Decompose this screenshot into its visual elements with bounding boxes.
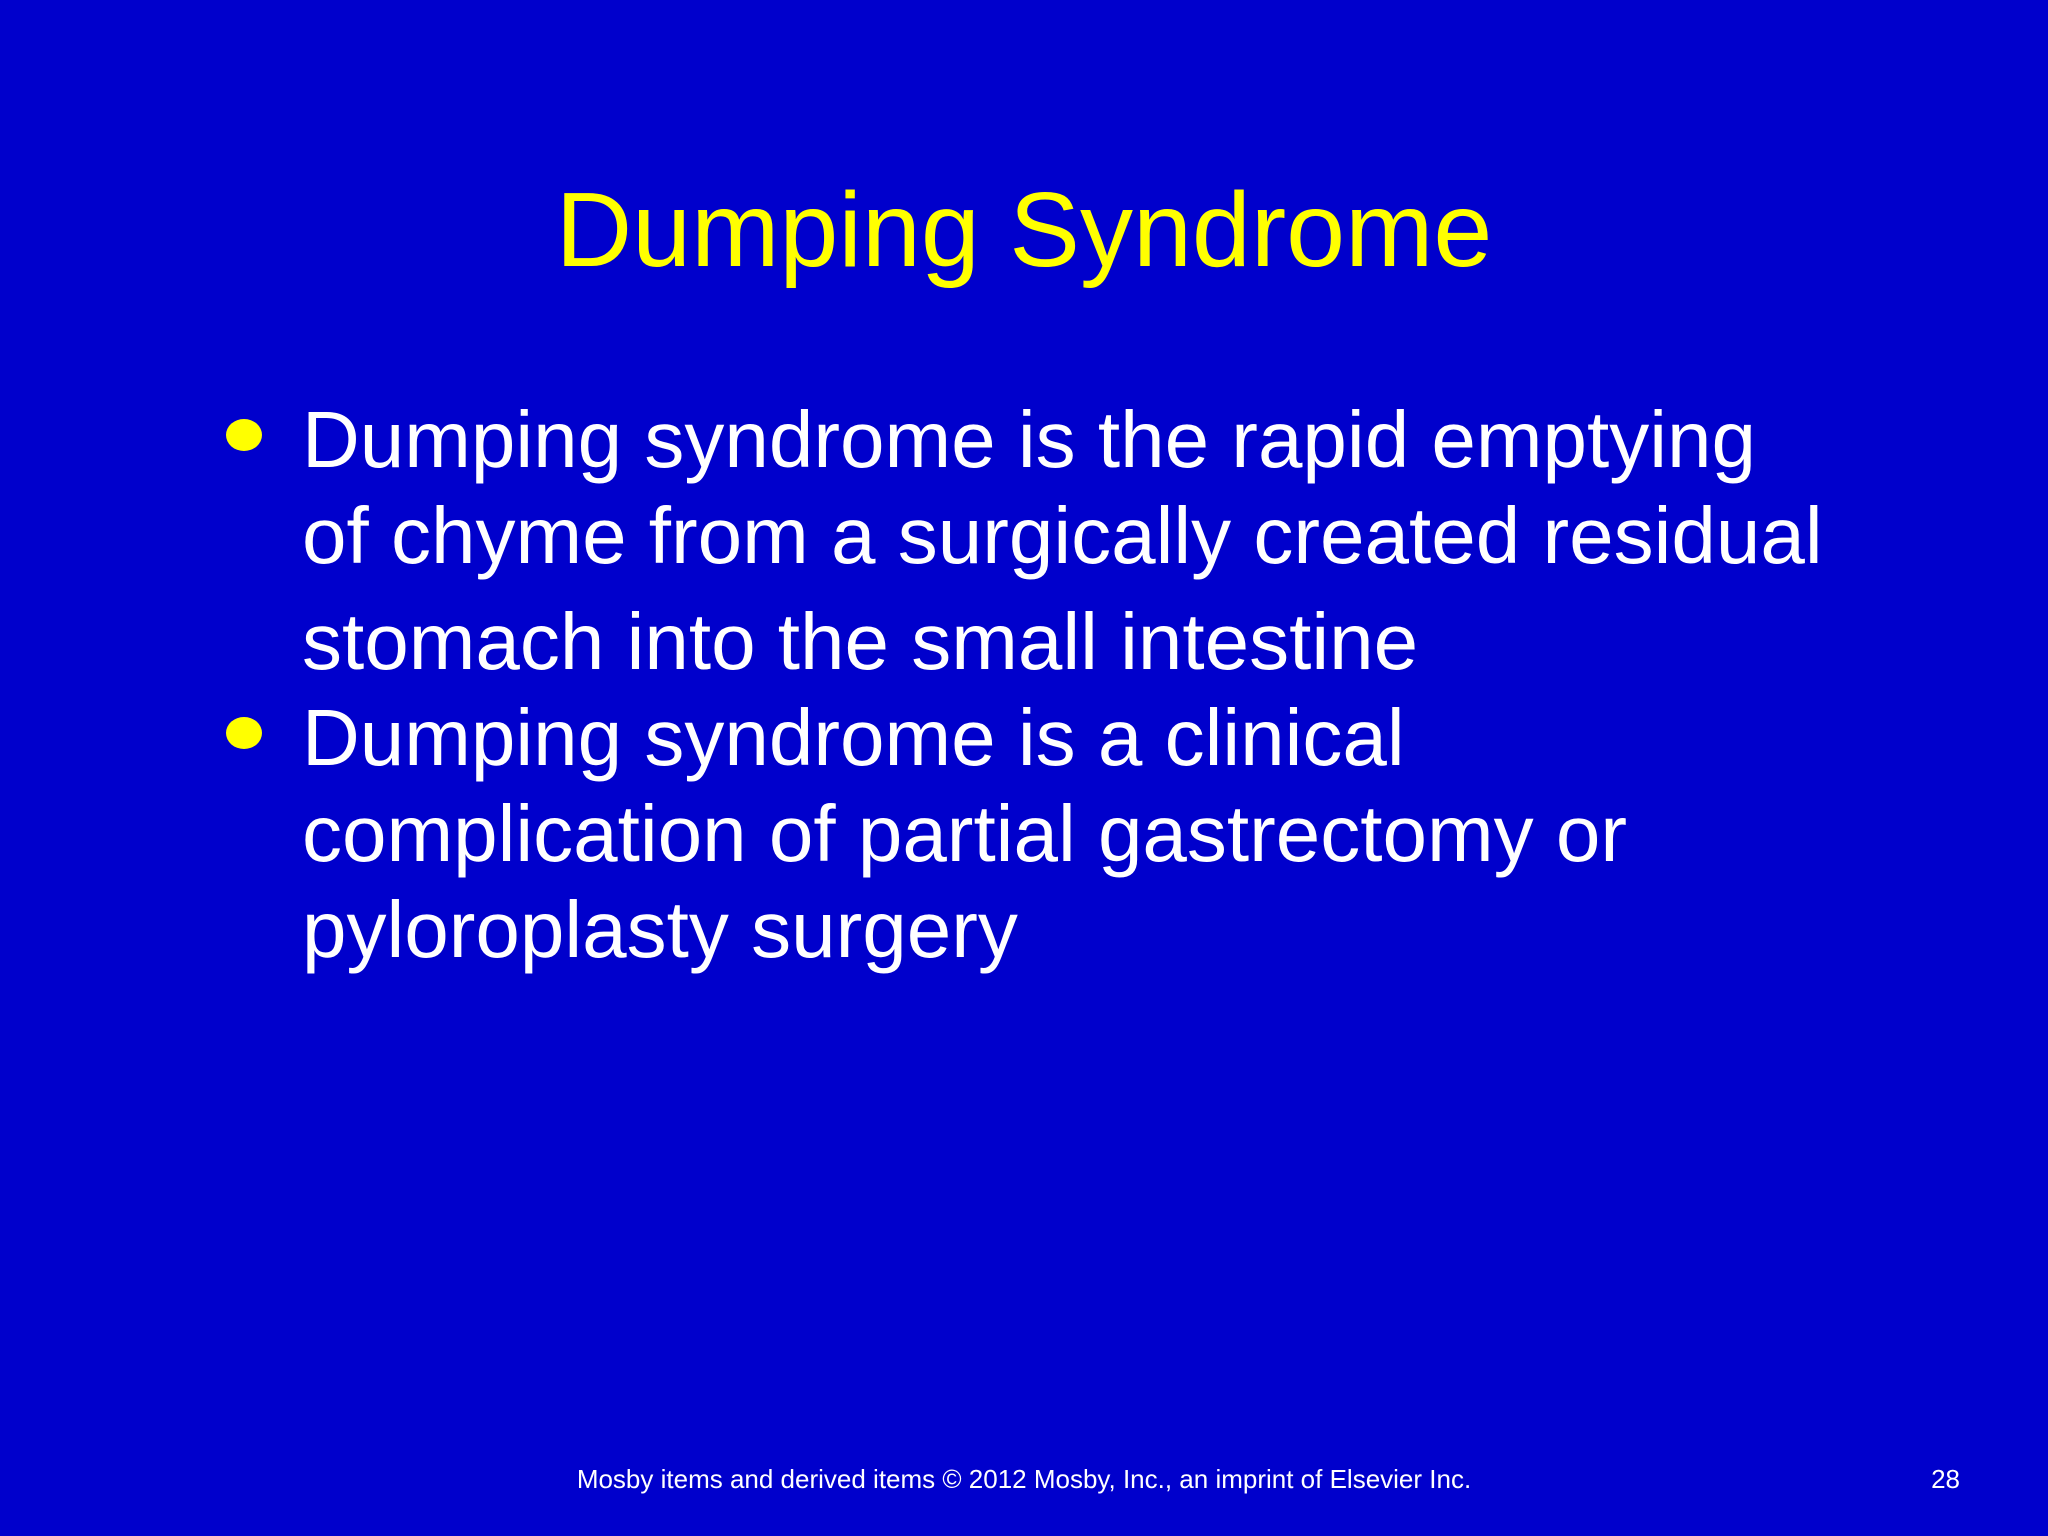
bullet-line: Dumping syndrome is a clinical	[302, 693, 1405, 782]
bullet-line: stomach into the small intestine	[302, 597, 1419, 686]
bullet-line: of chyme from a surgically created residual	[302, 491, 1823, 580]
bullet-dot-icon	[226, 419, 262, 451]
slide-title: Dumping Syndrome	[555, 171, 1493, 289]
bullet-line: pyloroplasty surgery	[302, 885, 1018, 974]
bullet-line: complication of partial gastrectomy or	[302, 789, 1627, 878]
page-number: 28	[1931, 1464, 1960, 1494]
bullet-line: Dumping syndrome is the rapid emptying	[302, 395, 1757, 484]
bullet-dot-icon	[226, 717, 262, 749]
copyright-footer: Mosby items and derived items © 2012 Mosby, Inc., an imprint of Elsevier Inc.	[576, 1464, 1472, 1494]
